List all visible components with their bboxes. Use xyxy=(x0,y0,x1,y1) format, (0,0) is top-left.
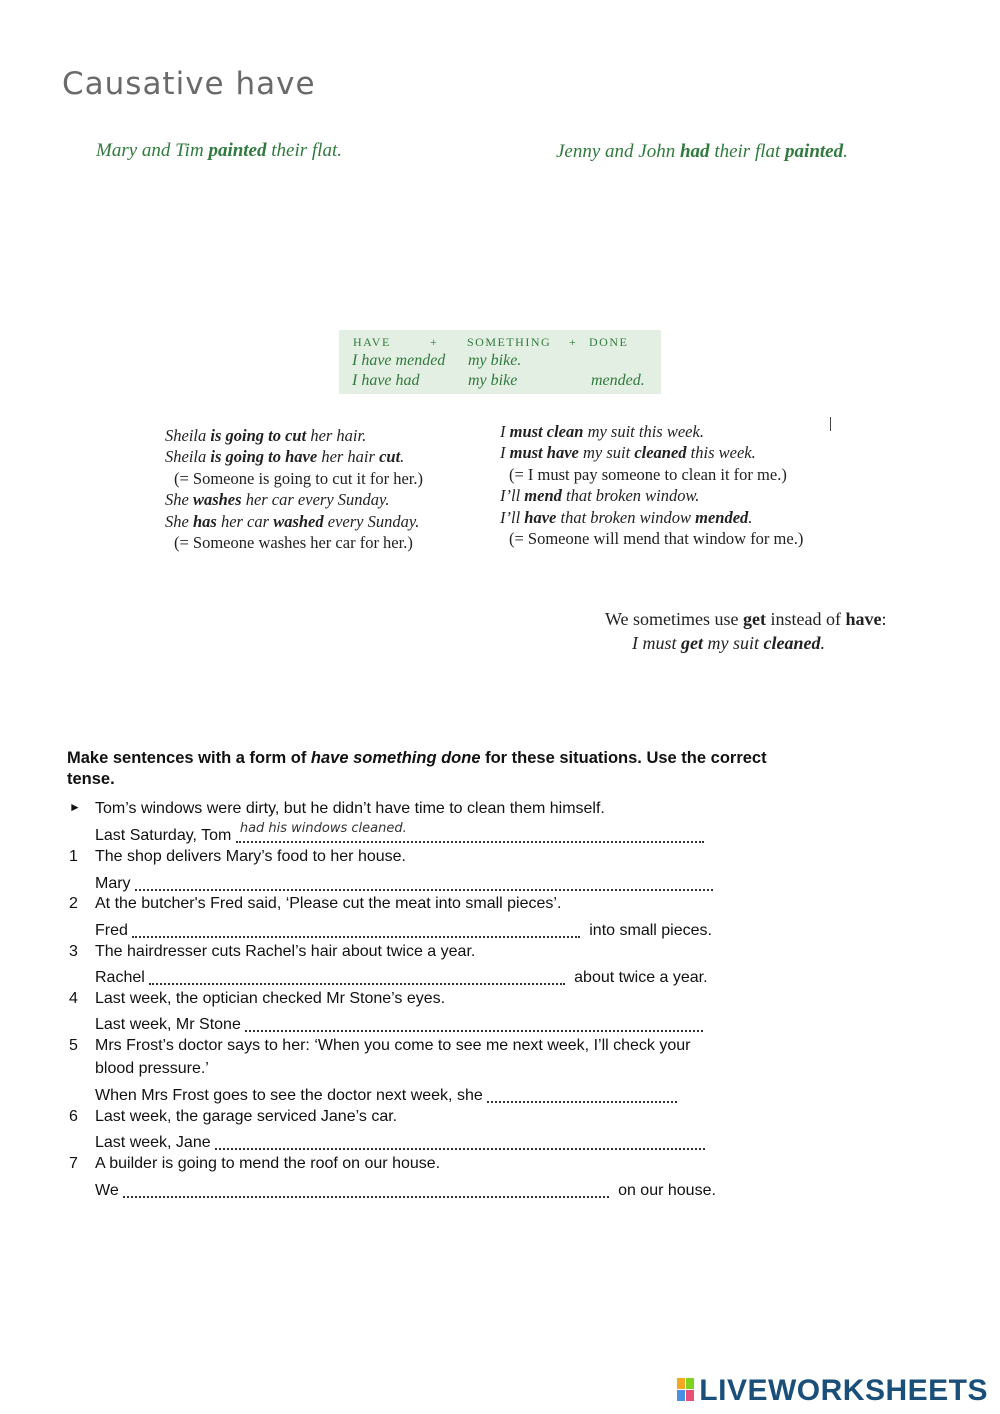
examples-right xyxy=(500,421,803,549)
structure-row2-have: I have had xyxy=(352,372,420,389)
exercise-prompt: Last week, Jane xyxy=(95,1134,211,1151)
answer-field[interactable] xyxy=(245,1016,703,1032)
liveworksheets-logo-icon xyxy=(677,1378,695,1402)
structure-header-have: HAVE xyxy=(353,335,391,349)
example-explanation: (= Someone will mend that window for me.) xyxy=(509,529,804,549)
exercise-prompt: We xyxy=(95,1182,119,1199)
exercise-sentence-continued: blood pressure.’ xyxy=(95,1060,209,1077)
example-line: Sheila is going to cut her hair. xyxy=(165,426,367,445)
exercise-prompt: When Mrs Frost goes to see the doctor next week, she xyxy=(95,1087,483,1104)
exercise-suffix: on our house. xyxy=(618,1182,716,1199)
exercise-sentence: Mrs Frost’s doctor says to her: ‘When you come to see me next week, I’ll check your xyxy=(95,1037,691,1054)
exercise-number: 1 xyxy=(69,848,78,865)
answer-field[interactable] xyxy=(487,1087,677,1103)
structure-header-plus: + xyxy=(430,335,439,349)
answer-field[interactable] xyxy=(215,1134,705,1150)
answer-text: had his windows cleaned. xyxy=(239,821,407,836)
answer-field[interactable] xyxy=(132,922,580,938)
exercise-prompt: Last Saturday, Tom xyxy=(95,827,232,844)
exercise-sentence: The shop delivers Mary’s food to her house. xyxy=(95,848,406,865)
structure-row2-something: my bike xyxy=(468,372,518,389)
exercise-sentence: A builder is going to mend the roof on our house. xyxy=(95,1155,441,1172)
example-explanation: (= Someone washes her car for her.) xyxy=(174,533,413,553)
example-marker: ► xyxy=(69,800,81,814)
exercise-instructions: Make sentences with a form of have something done for these situations. Use the correct tense. xyxy=(67,749,767,788)
exercise-prompt: Last week, Mr Stone xyxy=(95,1016,241,1033)
structure-row1-something: my bike. xyxy=(468,352,522,369)
example-explanation: (= Someone is going to cut it for her.) xyxy=(174,468,423,488)
exercise-prompt: Rachel xyxy=(95,969,145,986)
structure-row2-done: mended. xyxy=(591,372,645,389)
exercise-number: 4 xyxy=(69,990,78,1007)
exercise-number: 6 xyxy=(69,1108,78,1125)
structure-header-done: DONE xyxy=(589,335,629,349)
logo-text: LIVEWORKSHEETS xyxy=(699,1374,988,1407)
examples-left xyxy=(165,425,423,553)
answer-field[interactable] xyxy=(135,875,713,891)
get-note-example: I must get my suit cleaned. xyxy=(632,633,825,653)
example-line: I’ll mend that broken window. xyxy=(500,486,700,506)
structure-row1-have: I have mended xyxy=(352,352,446,369)
example-line: I’ll have that broken window mended. xyxy=(500,507,753,527)
example-explanation: (= I must pay someone to clean it for me.) xyxy=(509,464,787,484)
answer-field[interactable] xyxy=(123,1182,609,1198)
exercise-sentence: Last week, the optician checked Mr Stone’s eyes. xyxy=(95,990,446,1007)
text-cursor-mark xyxy=(830,417,831,431)
exercise-number: 5 xyxy=(69,1037,78,1054)
exercise-sentence: The hairdresser cuts Rachel’s hair about twice a year. xyxy=(95,943,476,960)
example-line: Sheila is going to have her hair cut. xyxy=(165,447,405,467)
structure-header-something: SOMETHING xyxy=(467,335,552,349)
exercise-number: 3 xyxy=(69,943,78,960)
exercise-suffix: about twice a year. xyxy=(574,969,708,986)
exercise-sentence: Last week, the garage serviced Jane’s car. xyxy=(95,1108,398,1125)
exercise-prompt: Mary xyxy=(95,875,131,892)
structure-box xyxy=(339,330,661,394)
exercise-number: 7 xyxy=(69,1155,78,1172)
example-line: I must have my suit cleaned this week. xyxy=(500,443,756,463)
answer-field[interactable] xyxy=(149,969,565,985)
example-line: She has her car washed every Sunday. xyxy=(165,511,420,531)
example-line: She washes her car every Sunday. xyxy=(165,490,390,510)
page-title: Causative have xyxy=(62,66,316,102)
get-note-line: We sometimes use get instead of have: xyxy=(605,609,887,629)
exercise-list xyxy=(69,800,769,1200)
example-line: I must clean my suit this week. xyxy=(500,422,704,441)
exercise-number: 2 xyxy=(69,895,78,912)
answer-field[interactable] xyxy=(236,821,704,843)
exercise-sentence: At the butcher's Fred said, ‘Please cut the meat into small pieces’. xyxy=(95,895,562,912)
exercise-prompt: Fred xyxy=(95,922,128,939)
get-note xyxy=(605,607,887,655)
structure-header-plus-2: + xyxy=(569,335,578,349)
liveworksheets-logo xyxy=(677,1374,988,1408)
exercise-sentence: Tom’s windows were dirty, but he didn’t have time to clean them himself. xyxy=(95,800,605,817)
caption-left: Mary and Tim painted their flat. xyxy=(96,140,342,161)
caption-right: Jenny and John had their flat painted. xyxy=(556,141,848,162)
exercise-suffix: into small pieces. xyxy=(589,922,712,939)
